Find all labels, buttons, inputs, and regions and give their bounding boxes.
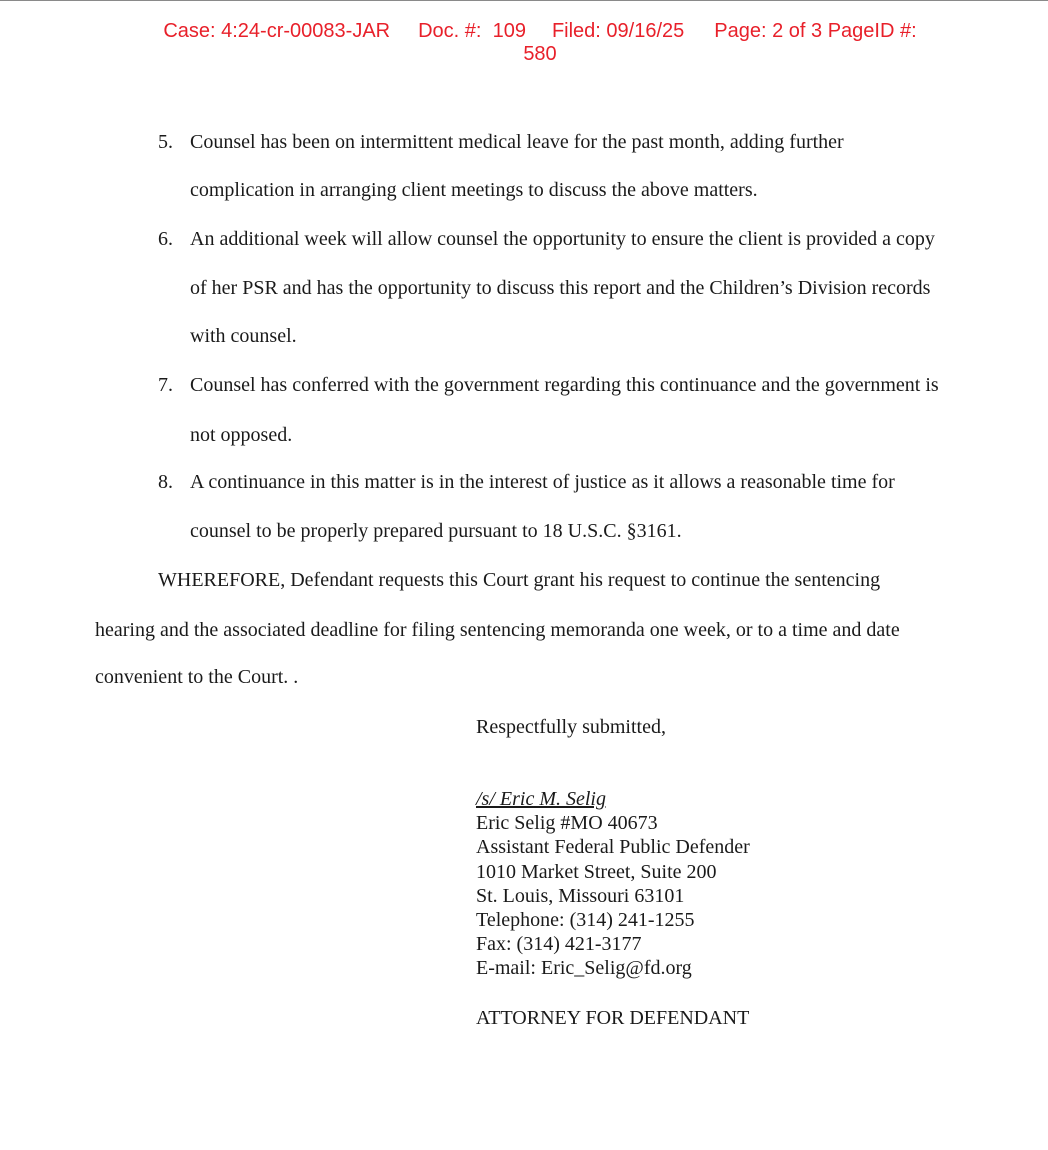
wherefore-line: convenient to the Court. . xyxy=(95,666,299,688)
paragraph-line: Counsel has conferred with the government regarding this continuance and the government is xyxy=(190,374,939,396)
paragraph-line: A continuance in this matter is in the interest of justice as it allows a reasonable time for xyxy=(190,471,895,493)
paragraph-number: 7. xyxy=(158,374,173,396)
attorney-name: Eric Selig #MO 40673 xyxy=(476,812,658,835)
paragraph-number: 5. xyxy=(158,131,173,153)
case-number: Case: 4:24-cr-00083-JAR xyxy=(163,20,391,42)
paragraph-line: counsel to be properly prepared pursuant to 18 U.S.C. §3161. xyxy=(190,520,682,542)
wherefore-line: hearing and the associated deadline for filing sentencing memoranda one week, or to a time and date xyxy=(95,619,900,641)
attorney-title: Assistant Federal Public Defender xyxy=(476,836,750,859)
numbered-paragraph-7 xyxy=(0,373,1048,453)
page-indicator: Page: 2 of 3 PageID #: xyxy=(714,20,917,42)
paragraph-line: Counsel has been on intermittent medical leave for the past month, adding further xyxy=(190,131,844,153)
numbered-paragraph-8 xyxy=(0,470,1048,550)
signature-block xyxy=(476,787,750,981)
page-top-border xyxy=(0,0,1048,1)
email: E-mail: Eric_Selig@fd.org xyxy=(476,957,692,980)
closing-salutation: Respectfully submitted, xyxy=(476,716,666,738)
paragraph-line: with counsel. xyxy=(190,325,297,347)
paragraph-number: 6. xyxy=(158,228,173,250)
document-number: Doc. #: 109 xyxy=(418,20,526,42)
address-line-2: St. Louis, Missouri 63101 xyxy=(476,884,685,907)
paragraph-line: An additional week will allow counsel the opportunity to ensure the client is provided a copy xyxy=(190,228,935,250)
numbered-paragraph-5 xyxy=(0,130,1048,210)
attorney-role: ATTORNEY FOR DEFENDANT xyxy=(476,1007,750,1029)
fax: Fax: (314) 421-3177 xyxy=(476,933,642,956)
wherefore-line: WHEREFORE, Defendant requests this Court grant his request to continue the sentencing xyxy=(158,569,881,591)
address-line-1: 1010 Market Street, Suite 200 xyxy=(476,860,717,883)
electronic-signature: /s/ Eric M. Selig xyxy=(476,788,606,810)
paragraph-number: 8. xyxy=(158,471,173,493)
filed-date: Filed: 09/16/25 xyxy=(551,20,685,42)
ecf-header-stamp xyxy=(0,20,1048,66)
numbered-paragraph-6 xyxy=(0,227,1048,357)
wherefore-paragraph xyxy=(0,568,1048,698)
ecf-header-line-1 xyxy=(0,20,1048,43)
paragraph-line: not opposed. xyxy=(190,424,293,446)
paragraph-line: of her PSR and has the opportunity to discuss this report and the Children’s Division records xyxy=(190,277,931,299)
paragraph-line: complication in arranging client meetings to discuss the above matters. xyxy=(190,179,758,201)
page-id-number: 580 xyxy=(523,43,557,65)
telephone: Telephone: (314) 241-1255 xyxy=(476,909,695,932)
